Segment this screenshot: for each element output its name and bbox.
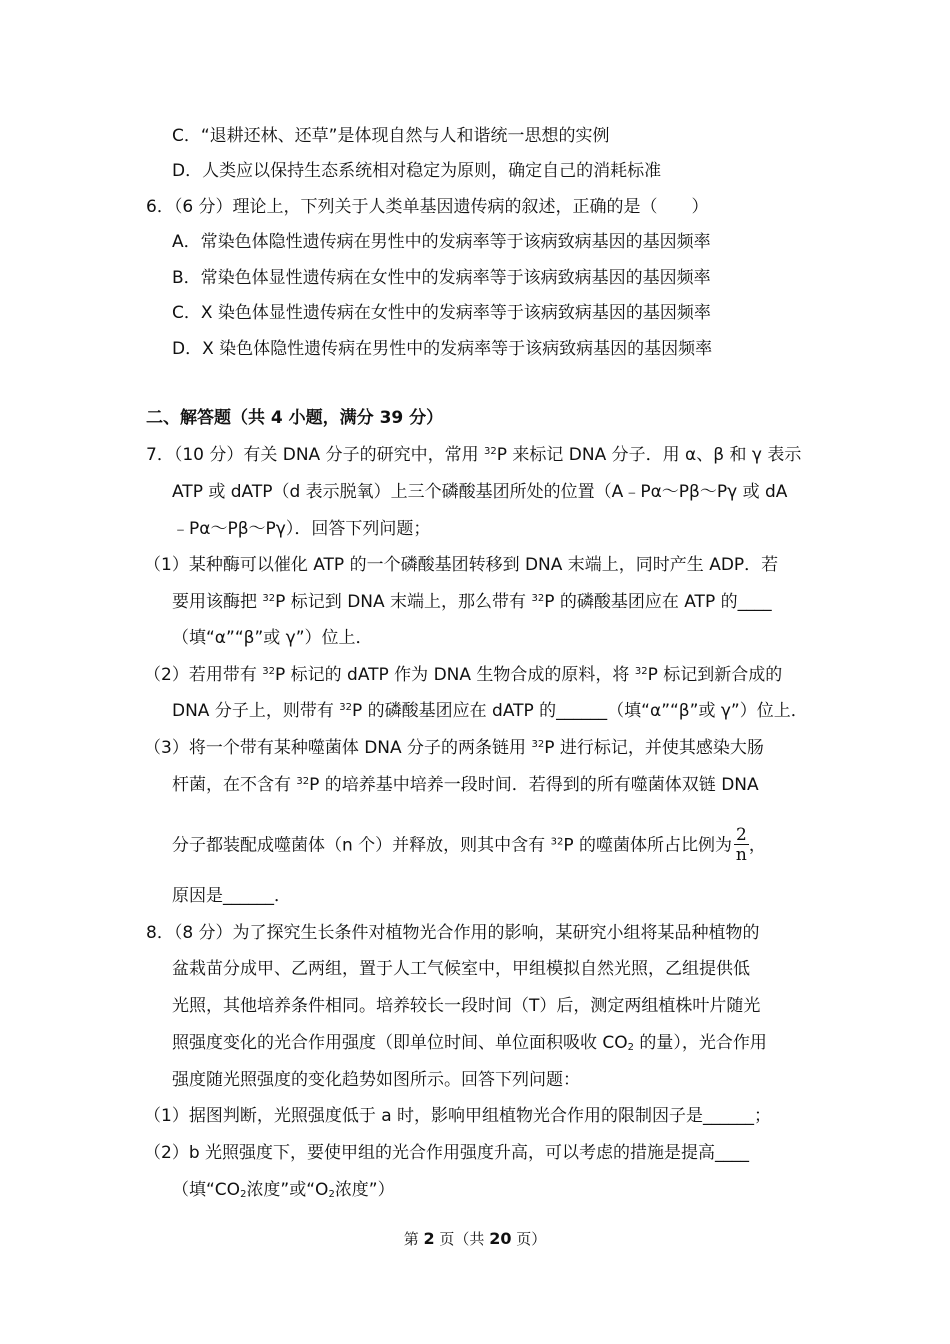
q7-stem-line1 [146,443,801,467]
q8-part1: （1）据图判断，光照强度低于 a 时，影响甲组植物光合作用的限制因子是______； [144,1106,772,1126]
fraction-numerator: 2 [735,825,747,845]
q7-part3-line2 [172,773,759,797]
q7-stem-line2: ATP 或 dATP（d 表示脱氧）上三个磷酸基团所处的位置（A﹣Pα～Pβ～Pγ 或 dA [172,482,788,502]
footer-text: 页） [511,1230,547,1248]
q8-text: 的量），光合作用 [634,1033,767,1053]
section-heading: 二、解答题（共 4 小题，满分 39 分） [146,408,444,428]
superscript: 32 [296,776,310,787]
q8-stem-line1: 8．（8 分）为了探究生长条件对植物光合作用的影响，某研究小组将某品种植物的 [146,923,760,943]
q7-part2-line2 [172,699,808,723]
fraction-denominator: n [735,845,747,865]
q7-part3-line3 [172,826,766,865]
q8-stem-line3: 光照，其他培养条件相同。培养较长一段时间（T）后，测定两组植株叶片随光 [172,996,761,1016]
superscript: 32 [484,446,497,457]
q7-text: P 进行标记，并使其感染大肠 [544,738,764,758]
q8-part2-line2 [172,1178,395,1202]
q7-text: P 来标记 DNA 分子．用 α、β 和 γ 表示 [496,445,802,465]
q7-part3-line1 [144,736,764,760]
q7-text: 分子都装配成噬菌体（n 个）并释放，则其中含有 [172,835,551,856]
q6-option-b: B．常染色体显性遗传病在女性中的发病率等于该病致病基因的基因频率 [172,268,711,288]
superscript: 32 [550,836,564,848]
q7-part2-line1 [144,663,782,687]
q7-text: P 的噬菌体所占比例为 [563,835,732,856]
subscript: 2 [627,1042,635,1053]
q6-option-c: C．X 染色体显性遗传病在女性中的发病率等于该病致病基因的基因频率 [172,303,711,323]
q8-stem-line5: 强度随光照强度的变化趋势如图所示。回答下列问题： [172,1070,580,1090]
footer-text: 第 [403,1230,424,1248]
page-footer [0,1228,950,1249]
q7-text: P 的磷酸基团应在 ATP 的____ [544,592,772,612]
q6-stem: 6．（6 分）理论上，下列关于人类单基因遗传病的叙述，正确的是（ ） [146,197,709,217]
subscript: 2 [240,1189,247,1200]
footer-text: 页（共 [434,1230,490,1248]
superscript: 32 [531,593,545,604]
q8-text: 浓度”或“O [246,1180,329,1200]
q7-text: 要用该酶把 [172,592,263,612]
q7-text: P 标记到新合成的 [647,665,783,685]
superscript: 32 [262,593,276,604]
fraction [734,826,749,865]
q5-option-d: D．人类应以保持生态系统相对稳定为原则，确定自己的消耗标准 [172,161,662,181]
superscript: 32 [531,739,545,750]
q8-part2-line1: （2）b 光照强度下，要使甲组的光合作用强度升高，可以考虑的措施是提高____ [144,1143,750,1163]
q7-text: P 的培养基中培养一段时间．若得到的所有噬菌体双链 DNA [309,775,759,795]
q7-text: （2）若用带有 [144,665,263,685]
superscript: 32 [339,702,352,713]
current-page-number: 2 [423,1229,435,1248]
q7-text: P 标记的 dATP 作为 DNA 生物合成的原料，将 [274,665,635,685]
q6-option-d: D．X 染色体隐性遗传病在男性中的发病率等于该病致病基因的基因频率 [172,339,713,359]
q7-text: DNA 分子上，则带有 [172,701,340,721]
q8-text: 浓度”） [334,1180,395,1200]
superscript: 32 [634,666,648,677]
q7-part3-line4: 原因是______． [172,886,291,906]
q7-stem-line3: ﹣Pα～Pβ～Pγ）．回答下列问题； [172,519,431,539]
q7-text: P 标记到 DNA 末端上，那么带有 [275,592,532,612]
q8-text: （填“CO [172,1180,241,1200]
q7-text: 7．（10 分）有关 DNA 分子的研究中，常用 [146,445,484,465]
superscript: 32 [262,666,275,677]
q5-option-c: C．“退耕还林、还草”是体现自然与人和谐统一思想的实例 [172,126,610,146]
subscript: 2 [328,1189,335,1200]
q6-option-a: A．常染色体隐性遗传病在男性中的发病率等于该病致病基因的基因频率 [172,232,711,252]
q8-stem-line4 [172,1031,767,1055]
q7-part1-line2 [172,590,772,614]
q7-text: 杆菌，在不含有 [172,775,297,795]
q8-text: 照强度变化的光合作用强度（即单位时间、单位面积吸收 CO [172,1033,628,1053]
q7-part1-line1: （1）某种酶可以催化 ATP 的一个磷酸基团转移到 DNA 末端上，同时产生 ADP．若 [144,555,779,575]
q7-text: P 的磷酸基团应在 dATP 的______（填“α”“β”或 γ”）位上． [351,701,808,721]
q7-text: （3）将一个带有某种噬菌体 DNA 分子的两条链用 [144,738,532,758]
total-page-number: 20 [489,1229,512,1248]
q7-text: ， [748,835,766,856]
q8-stem-line2: 盆栽苗分成甲、乙两组，置于人工气候室中，甲组模拟自然光照，乙组提供低 [172,959,750,979]
q7-part1-line3: （填“α”“β”或 γ”）位上． [172,628,373,648]
